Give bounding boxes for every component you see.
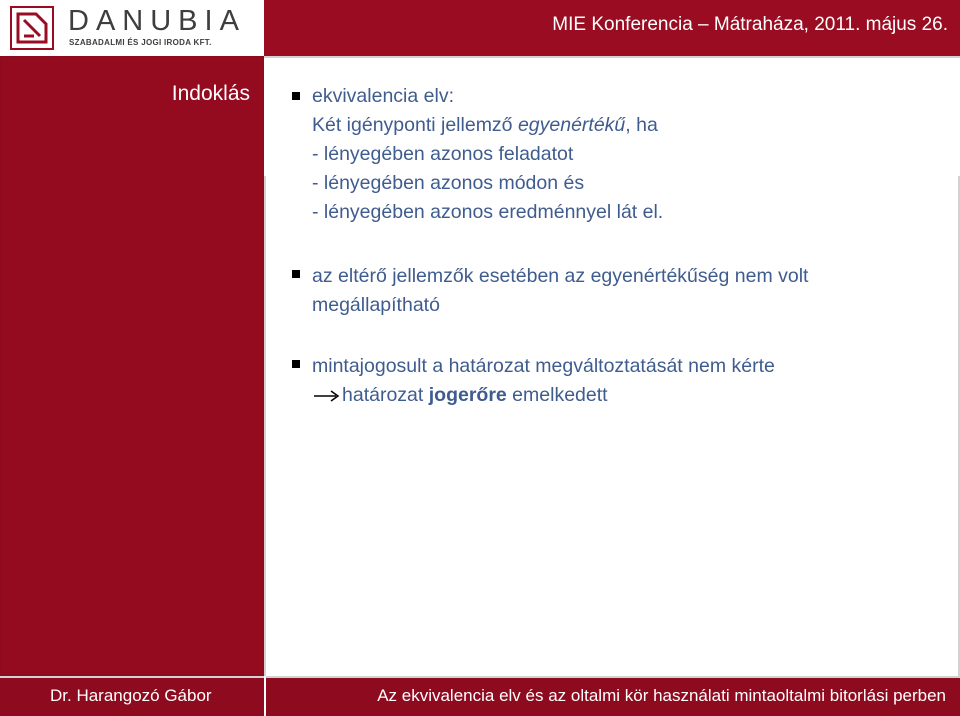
term-jogerore: jogerőre (428, 384, 507, 406)
bullet-2-line-2: megállapítható (312, 294, 440, 316)
brand-name: DANUBIA (68, 5, 246, 37)
bullet-square-icon (292, 360, 300, 368)
bullet-1-line-3: - lényegében azonos feladatot (312, 143, 574, 165)
bullet-1-line-4: - lényegében azonos módon és (312, 172, 585, 194)
header-band (264, 0, 960, 56)
slide-header (0, 0, 960, 56)
bullet-2-line-1: az eltérő jellemzők esetében az egyenértékűség nem volt (312, 265, 809, 287)
footer-title-bar (266, 678, 960, 716)
footer-author-bar (0, 678, 264, 716)
slide-content (266, 58, 958, 676)
bullet-1-line-2: Két igényponti jellemző egyenértékű, ha (312, 114, 658, 136)
footer-talk-title: Az ekvivalencia elv és az oltalmi kör használati mintaoltalmi bitorlási perben (377, 686, 946, 705)
bullet-1-heading: ekvivalencia elv: (312, 85, 454, 107)
term-ekvivalencia: ekvivalencia elv (312, 85, 449, 107)
danubia-logo-icon (10, 6, 54, 50)
bullet-square-icon (292, 92, 300, 100)
term-egyenerteku: egyenértékű (517, 114, 626, 136)
brand-subtitle: SZABADALMI ÉS JOGI IRODA KFT. (69, 38, 212, 47)
bullet-3-line-2: határozat jogerőre emelkedett (312, 381, 608, 410)
bullet-3-line-1: mintajogosult a határozat megváltoztatását nem kérte (312, 355, 775, 377)
bullet-1-line-5: - lényegében azonos eredménnyel lát el. (312, 201, 664, 223)
bullet-square-icon (292, 270, 300, 278)
right-arrow-icon (312, 389, 342, 403)
conference-title: MIE Konferencia – Mátraháza, 2011. május 26. (552, 14, 948, 35)
header-divider (256, 0, 264, 56)
sidebar (0, 56, 264, 676)
footer-author: Dr. Harangozó Gábor (50, 686, 212, 705)
sidebar-title: Indoklás (171, 82, 250, 105)
